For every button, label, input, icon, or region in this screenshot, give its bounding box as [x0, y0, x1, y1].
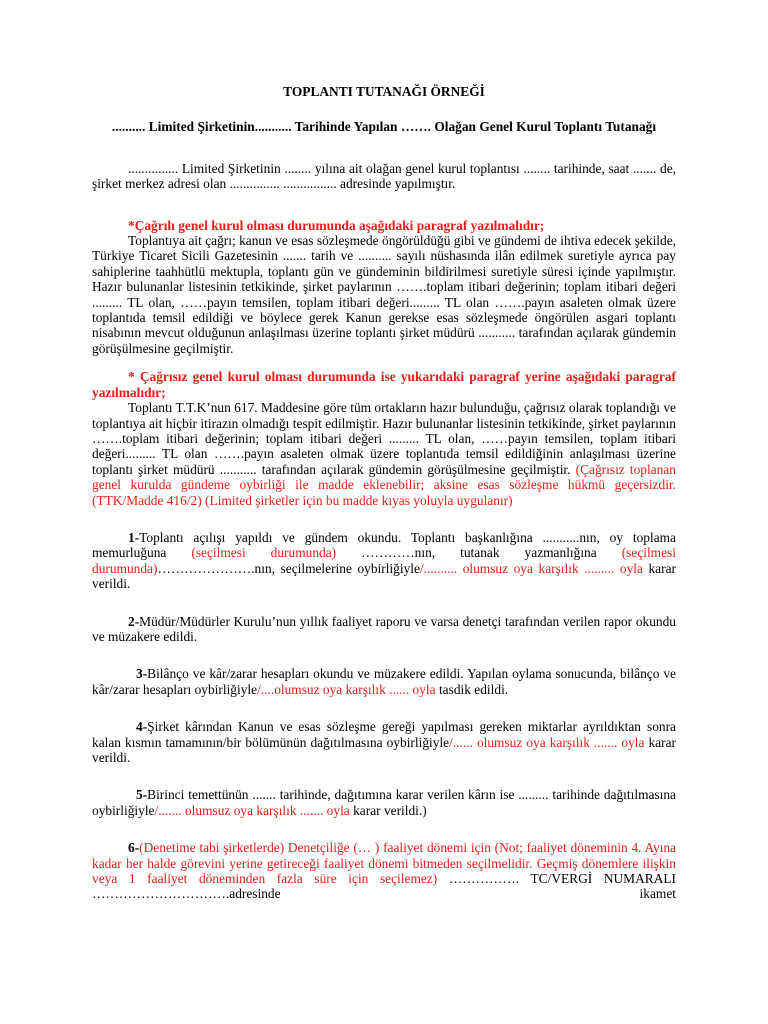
item-number: 1- — [128, 529, 140, 545]
uncalled-note: (Çağrısız toplanan genel kurulda gündeme oybirliği ile madde eklenebilir; aksine esas sözleşme hükmü geçersizdir. (TTK/Madde 416/2) (Limited şirketler için bu madde kıyas yoluyla uygulanır) — [92, 461, 676, 508]
uncalled-body — [92, 400, 676, 508]
item-note: (Denetime tabi şirketlerde) Denetçiliğe (… ) faaliyet dönemi için (Not; faaliyet döneminin 4. Ayına kadar her halde görevini yerine getireceği faaliyet dönemi bitmeden seçilmelidir. Geçmiş dönemlere ilişkin veya 1 faaliyet döneminden fazla süre için seçilemez) — [92, 840, 676, 887]
uncalled-heading: * Çağrısız genel kurul olması durumunda ise yukarıdaki paragraf yerine aşağıdaki paragraf yazılmalıdır; — [92, 369, 676, 400]
item-text: karar verildi. — [92, 734, 676, 765]
agenda-item-3 — [92, 666, 676, 697]
item-text: ……………. TC/VERGİ NUMARALI ………………………….adresinde ikamet — [92, 871, 677, 902]
item-text: Toplantı açılışı yapıldı ve gündem okundu. Toplantı başkanlığına ...........nın, oy toplama memurluğuna — [92, 529, 676, 561]
item-note: /...... olumsuz oya karşılık ....... oyla — [449, 734, 645, 750]
called-body: Toplantıya ait çağrı; kanun ve esas sözleşmede öngörüldüğü gibi ve gündemi de ihtiva edecek şekilde, Türkiye Ticaret Sicili Gazetesinin ....... tarih ve .......... sayılı nüshasında ilân edilmek suretiyle ayrıca pay sahiplerine taahhütlü mektupla, toplantı gün ve gündeminin bildirilmesi suretiyle süresi içinde yapılmıştır. Hazır bulunanlar listesinin tetkikinde, şirket paylarının …….toplam itibari değerinin; toplam itibari değeri ......... TL olan, ……payın temsilen, toplam itibari değeri......... TL olan …….payın asaleten olmak üzere toplantıda temsil edildiği ve böylece gerek Kanun gerekse esas sözleşmede öngörülen asgari toplantı nisabının mevcut olduğunun anlaşılması üzerine toplantı şirket müdürü ........... tarafından açılarak gündemin görüşülmesine geçilmiştir. — [92, 233, 676, 356]
document-subtitle: .......... Limited Şirketinin........... Tarihinde Yapılan ……. Olağan Genel Kurul Toplantı Tutanağı — [111, 119, 657, 135]
agenda-item-2 — [92, 614, 676, 645]
item-text: karar verildi. — [92, 560, 676, 592]
agenda-item-6 — [92, 840, 676, 902]
agenda-item-5 — [92, 787, 676, 818]
item-text: Müdür/Müdürler Kurulu’nun yıllık faaliyet raporu ve varsa denetçi tarafından verilen rapor okundu ve müzakere edildi. — [92, 613, 676, 644]
item-note: (seçilmesi durumunda) — [191, 545, 337, 561]
document-body — [92, 84, 676, 902]
item-number: 4- — [136, 719, 148, 735]
item-text: …………nın, tutanak yazmanlığına — [336, 545, 622, 561]
agenda-item-1 — [92, 530, 676, 592]
item-number: 5- — [136, 787, 148, 803]
item-text: ………………….nın, seçilmelerine oybirliğiyle — [157, 560, 420, 576]
item-text: Birinci temettünün ....... tarihinde, dağıtımına karar verilen kârın ise ......... tarihinde dağıtılmasına oybirliğiyle — [92, 787, 676, 818]
item-number: 2- — [128, 613, 140, 629]
uncalled-body-text: Toplantı T.T.K’nun 617. Maddesine göre tüm ortakların hazır bulunduğu, çağrısız olarak toplandığı ve toplantıya ait hiçbir itirazın olmadığı tespit edilmiştir. Hazır bulunanlar listesinin tetkikinde, şirket paylarının …….toplam itibari değerinin; toplam itibari değeri ......... TL olan, ……payın temsilen, toplam itibari değeri......... TL olan …….payın asaleten olmak üzere toplantıda temsil edildiğinin anlaşılması üzerine toplantı şirket müdürü ........... tarafından açılarak gündemin görüşülmesine geçilmiştir. — [92, 400, 676, 477]
intro-paragraph: ............... Limited Şirketinin ........ yılına ait olağan genel kurul toplantısı ........ tarihinde, saat ....... de, şirket merkez adresi olan ............... ................ adresinde yapılmıştır. — [92, 160, 676, 192]
item-text: tasdik edildi. — [435, 681, 509, 697]
agenda-item-4 — [92, 719, 676, 765]
item-text: Şirket kârından Kanun ve esas sözleşme gereği yapılması gereken miktarlar ayrıldıktan sonra kalan kısmın tamamının/bir bölümünün dağıtılmasına oybirliğiyle — [92, 719, 676, 750]
item-text: karar verildi.) — [349, 802, 427, 818]
document-title: TOPLANTI TUTANAĞI ÖRNEĞİ — [283, 84, 485, 99]
item-note: (seçilmesi durumunda) — [92, 545, 676, 576]
item-text: Bilânço ve kâr/zarar hesapları okundu ve müzakere edildi. Yapılan oylama sonucunda, bilânço ve kâr/zarar hesapları oybirliğiyle — [92, 666, 676, 697]
item-note: /.......... olumsuz oya karşılık ......... oyla — [419, 560, 643, 576]
called-heading: *Çağrılı genel kurul olması durumunda aşağıdaki paragraf yazılmalıdır; — [128, 217, 545, 233]
item-note: /....olumsuz oya karşılık ...... oyla — [257, 681, 436, 697]
item-note: /....... olumsuz oya karşılık ....... oyla — [154, 802, 350, 818]
item-number: 3- — [136, 666, 148, 682]
item-number: 6- — [128, 840, 140, 856]
